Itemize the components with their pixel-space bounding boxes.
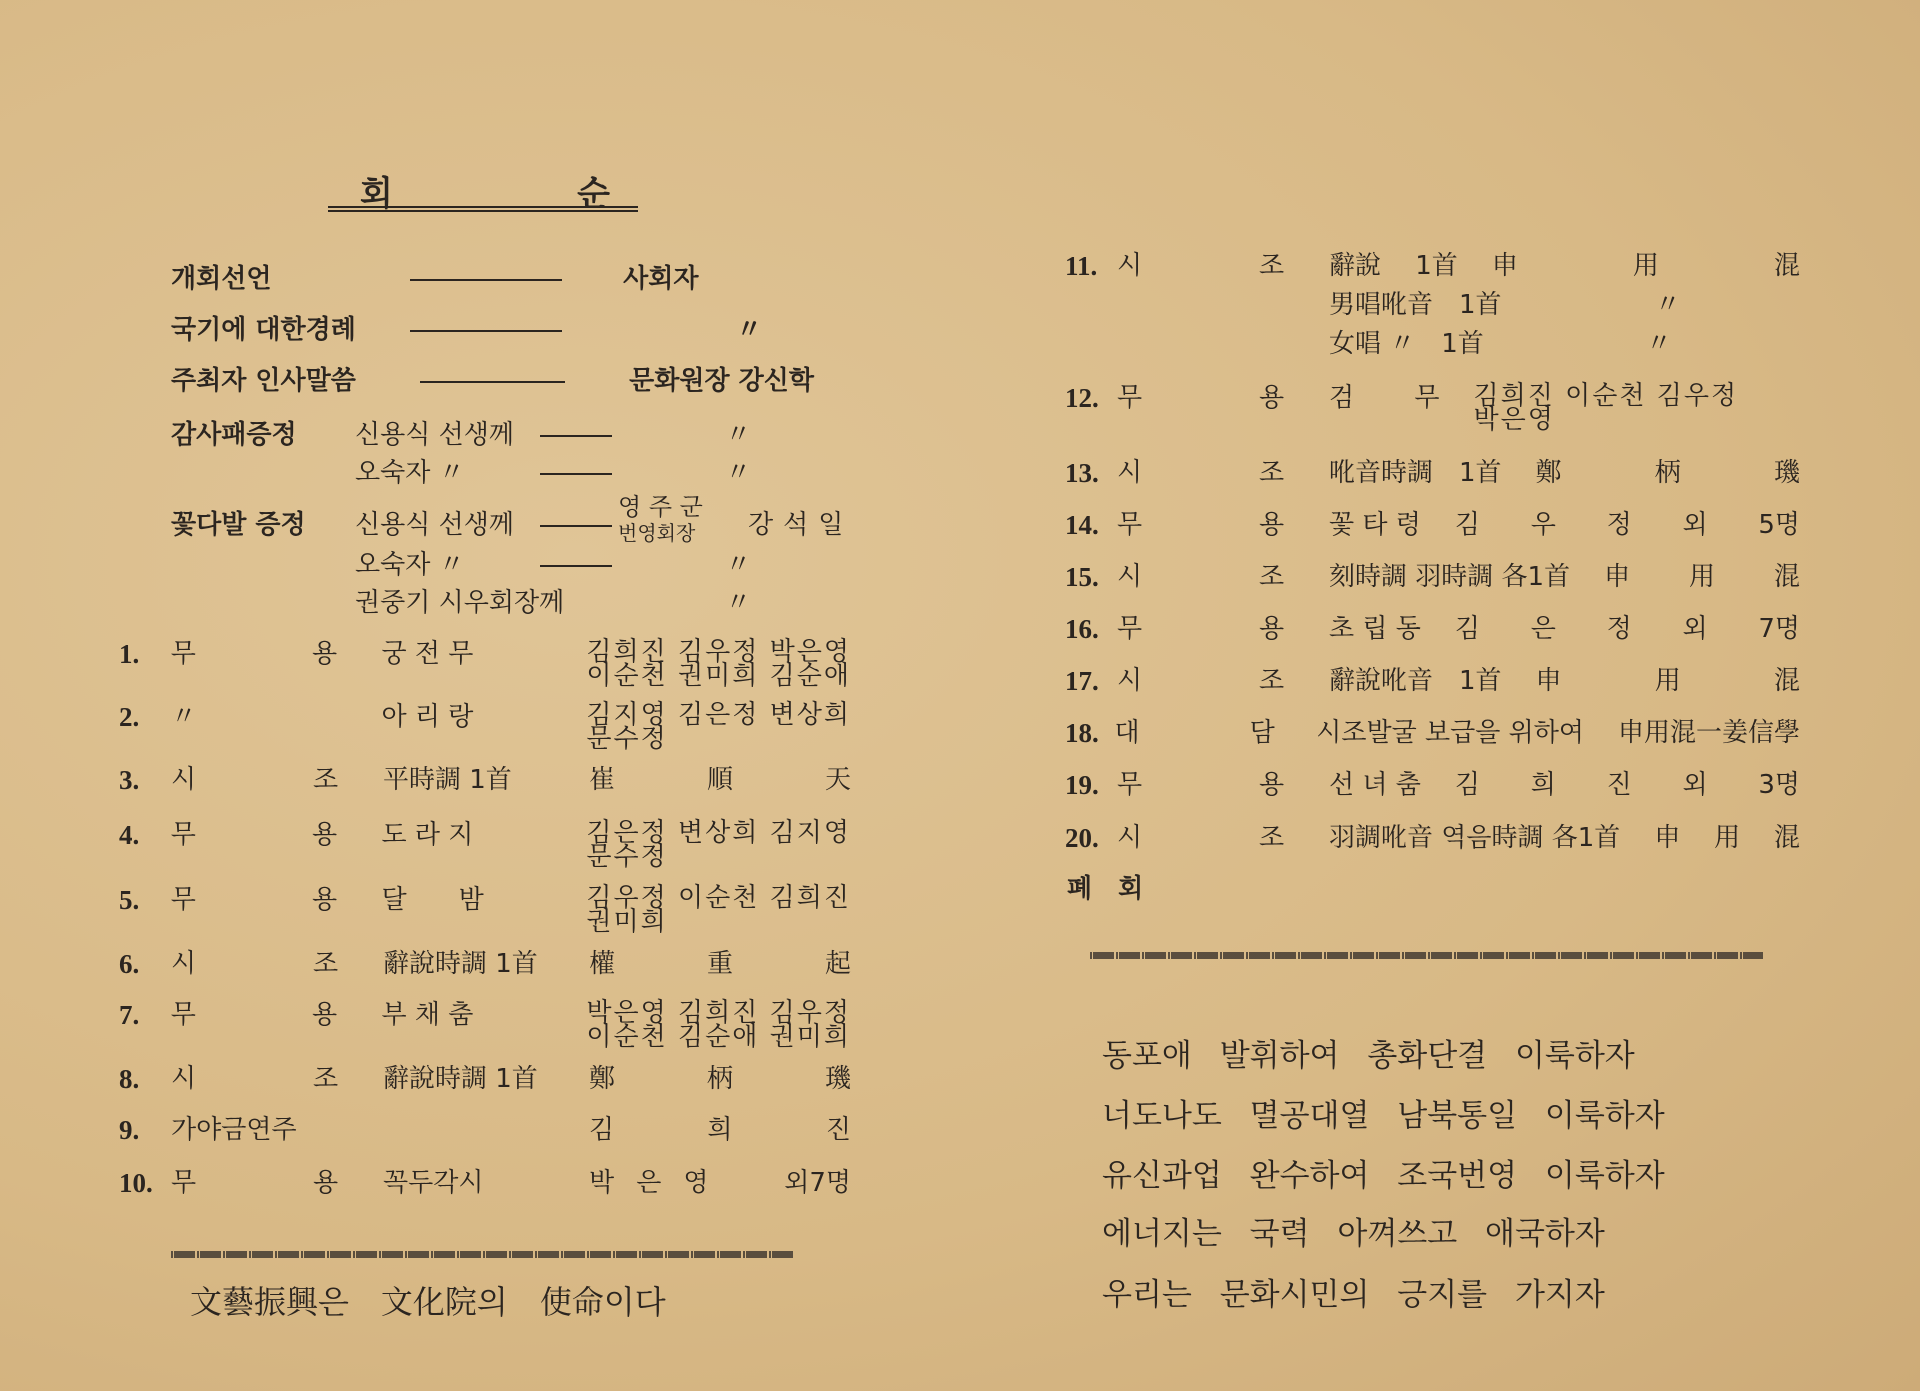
presenter: 〃 xyxy=(725,420,752,450)
item-number: 6. xyxy=(119,949,140,979)
title-char: 순 xyxy=(577,174,610,214)
ceremony-flag xyxy=(171,315,762,345)
presenter-role: 번영회장 xyxy=(618,521,696,545)
recipient: 오숙자 〃 xyxy=(355,458,465,488)
slogan: 우리는 문화시민의 긍지를 가지자 xyxy=(1102,1277,1605,1313)
item-performers xyxy=(1492,252,1800,280)
item-number: 12. xyxy=(1065,383,1099,413)
dash-divider xyxy=(410,279,562,281)
item-type: 시 xyxy=(1117,458,1143,488)
program-item xyxy=(1065,252,1800,280)
item-type-suffix: 용 xyxy=(1259,614,1285,644)
item-title: 辭說時調 1首 xyxy=(383,1064,538,1094)
item-performers xyxy=(589,1116,851,1144)
performer-line: 김 우 정 외 5명 xyxy=(1454,510,1800,540)
item-type-suffix xyxy=(312,703,382,751)
item-title: 부 채 춤 xyxy=(381,1000,474,1030)
item-type-suffix: 담 xyxy=(1249,718,1275,748)
performer-line: 박 은 영 외7명 xyxy=(589,1168,851,1198)
dotted-divider xyxy=(171,1251,793,1258)
performer-line: 문수정 xyxy=(586,842,668,872)
presenter: 〃 xyxy=(725,458,752,488)
dash-divider xyxy=(540,435,612,437)
item-title: 꽃 타 령 xyxy=(1329,510,1421,540)
item-performers xyxy=(1473,381,1801,435)
motto: 文藝振興은 文化院의 使命이다 xyxy=(190,1283,666,1321)
presenter: 〃 xyxy=(725,550,752,580)
item-type-suffix xyxy=(1259,330,1329,358)
item-performers xyxy=(589,1065,851,1093)
performer-line: 〃 xyxy=(1654,290,1681,320)
plaque-line xyxy=(355,420,751,450)
item-type: 〃 xyxy=(170,702,197,732)
item-number xyxy=(1065,291,1117,319)
item-performers xyxy=(1455,511,1800,539)
item-title: 검 무 xyxy=(1329,383,1440,413)
performer-line: 申 用 混 xyxy=(1491,251,1800,281)
item-performers xyxy=(1536,667,1800,695)
performer-line: 김희진 김우정 박은영 xyxy=(586,637,851,667)
item-type-suffix: 용 xyxy=(311,885,338,915)
item-type-suffix: 용 xyxy=(311,1000,338,1030)
title-char: 회 xyxy=(360,174,393,214)
item-title: 辭說吪音 1首 xyxy=(1329,666,1502,696)
item-title: 辭說時調 1首 xyxy=(383,949,538,979)
program-item xyxy=(119,700,851,754)
closing-item: 폐 회 xyxy=(1067,874,1144,904)
item-type-suffix: 조 xyxy=(313,949,339,979)
item-title: 도 라 지 xyxy=(381,820,474,850)
item-type-suffix: 용 xyxy=(313,1168,339,1198)
item-number: 1. xyxy=(119,639,140,669)
item-title: 달 밤 xyxy=(381,885,484,915)
item-performers xyxy=(1536,291,1800,319)
item-number: 16. xyxy=(1065,614,1099,644)
item-performers xyxy=(1604,563,1800,591)
performer-line: 申 用 混 xyxy=(1654,823,1800,853)
program-item xyxy=(1065,719,1800,747)
slogan: 유신과업 완수하여 조국번영 이룩하자 xyxy=(1102,1158,1665,1194)
item-performers xyxy=(1654,824,1800,852)
dash-divider xyxy=(420,381,565,383)
item-title: 아 리 랑 xyxy=(381,702,474,732)
program-item xyxy=(1065,459,1800,487)
performer-line: 문수정 xyxy=(586,724,668,754)
ceremony-presenter: 문화원장 강신학 xyxy=(629,366,814,396)
item-number xyxy=(1065,330,1117,358)
item-type-suffix: 용 xyxy=(1259,770,1285,800)
item-performers xyxy=(1618,719,1800,747)
item-title: 꼭두각시 xyxy=(383,1168,484,1198)
plaque-line xyxy=(355,458,751,488)
ceremony-presenter: 〃 xyxy=(736,315,763,345)
item-number: 14. xyxy=(1065,510,1099,540)
item-performers xyxy=(589,1169,851,1197)
performer-line: 申 用 混 xyxy=(1604,562,1800,592)
program-item xyxy=(119,1116,851,1144)
item-title: 刻時調 羽時調 各1首 xyxy=(1329,562,1571,592)
performer-line: 김지영 김은정 변상희 xyxy=(586,700,851,730)
program-item xyxy=(1065,563,1800,591)
performer-line: 鄭 柄 璣 xyxy=(1535,458,1800,488)
item-number: 8. xyxy=(119,1064,140,1094)
flowers-line xyxy=(355,510,612,540)
slogan: 에너지는 국력 아껴쓰고 애국하자 xyxy=(1102,1216,1605,1252)
ceremony-label: 주최자 인사말씀 xyxy=(171,366,356,396)
item-number: 11. xyxy=(1065,251,1098,281)
dash-divider xyxy=(410,330,562,332)
program-item xyxy=(1065,824,1800,852)
item-type: 무 xyxy=(1117,614,1143,644)
item-type-suffix: 용 xyxy=(311,639,338,669)
item-type-suffix: 조 xyxy=(1259,666,1285,696)
item-type: 시 xyxy=(171,949,197,979)
item-number: 15. xyxy=(1065,562,1099,592)
performer-line: 申用混一姜信學 xyxy=(1617,718,1800,748)
item-title: 吪音時調 1首 xyxy=(1329,458,1502,488)
item-type-suffix: 용 xyxy=(1259,510,1285,540)
item-performers xyxy=(589,950,851,978)
item-number: 10. xyxy=(119,1168,153,1198)
flowers-line xyxy=(355,588,751,618)
item-type: 가야금연주 xyxy=(171,1115,297,1145)
item-number: 9. xyxy=(119,1115,140,1145)
dash-divider xyxy=(540,525,612,527)
performer-line: 崔 順 天 xyxy=(589,765,851,795)
program-item xyxy=(119,1169,851,1197)
program-item xyxy=(119,1065,851,1093)
item-type: 시 xyxy=(171,765,197,795)
item-type-suffix xyxy=(1259,291,1329,319)
ceremony-label: 개회선언 xyxy=(171,264,272,294)
program-item xyxy=(1065,330,1800,358)
item-type xyxy=(1117,330,1259,358)
item-number: 3. xyxy=(119,765,140,795)
item-type: 시 xyxy=(1117,666,1143,696)
item-type-suffix: 조 xyxy=(1259,458,1285,488)
item-title xyxy=(383,1116,589,1144)
program-item xyxy=(119,637,851,691)
slogan: 너도나도 멸공대열 남북통일 이룩하자 xyxy=(1102,1098,1665,1134)
presenter-title xyxy=(618,494,703,546)
performer-line: 김희진 이순천 김우정 xyxy=(1473,381,1739,411)
recipient: 오숙자 〃 xyxy=(355,550,465,580)
program-item xyxy=(119,950,851,978)
program-item xyxy=(119,818,851,872)
item-type: 무 xyxy=(171,1168,197,1198)
item-type-suffix: 용 xyxy=(311,820,338,850)
presenter: 〃 xyxy=(725,588,752,618)
item-title: 男唱吪音 1首 xyxy=(1329,290,1502,320)
item-type: 무 xyxy=(1117,770,1143,800)
item-type-suffix: 용 xyxy=(1259,383,1285,413)
presenter-name: 강석일 xyxy=(748,510,854,540)
item-performers xyxy=(586,998,851,1052)
item-type: 무 xyxy=(170,1000,196,1030)
item-title: 辭說 1首 xyxy=(1329,251,1458,281)
item-title: 선 녀 춤 xyxy=(1329,770,1421,800)
ceremony-opening xyxy=(171,264,853,294)
performer-line: 김 희 진 외 3명 xyxy=(1454,770,1800,800)
item-performers xyxy=(586,700,851,754)
presenter-county: 영 주 군 xyxy=(618,493,703,521)
performer-line: 권미희 xyxy=(586,907,668,937)
performer-line: 김 희 진 xyxy=(589,1115,851,1145)
program-item xyxy=(1065,511,1800,539)
item-title: 羽調吪音 역음時調 各1首 xyxy=(1329,823,1621,853)
program-item xyxy=(1065,381,1800,435)
item-type-suffix: 조 xyxy=(1259,823,1285,853)
dotted-divider xyxy=(1090,952,1763,959)
ceremony-presenter: 사회자 xyxy=(623,264,699,294)
recipient: 신용식 선생께 xyxy=(355,510,514,540)
performer-line: 鄭 柄 璣 xyxy=(589,1064,851,1094)
title-underline xyxy=(328,206,638,212)
item-type: 무 xyxy=(170,820,196,850)
performer-line: 김 은 정 외 7명 xyxy=(1454,614,1800,644)
performer-line: 김우정 이순천 김희진 xyxy=(586,883,851,913)
item-performers xyxy=(586,818,851,872)
item-type: 시 xyxy=(1117,823,1143,853)
item-number: 13. xyxy=(1065,458,1099,488)
item-performers xyxy=(1518,330,1800,358)
item-performers xyxy=(1455,771,1800,799)
item-performers xyxy=(1455,615,1800,643)
item-type: 대 xyxy=(1114,718,1140,748)
recipient: 신용식 선생께 xyxy=(355,420,514,450)
item-type: 시 xyxy=(1117,251,1143,281)
item-number: 5. xyxy=(119,885,140,915)
item-title: 초 립 동 xyxy=(1329,614,1421,644)
program-item xyxy=(1065,771,1800,799)
item-type: 무 xyxy=(1117,510,1143,540)
item-type: 무 xyxy=(170,639,196,669)
item-type-suffix: 조 xyxy=(1259,251,1285,281)
dash-divider xyxy=(540,473,612,475)
program-item xyxy=(1065,667,1800,695)
item-title: 女唱 〃 1首 xyxy=(1329,329,1484,359)
item-number: 19. xyxy=(1065,770,1099,800)
item-title: 시조발굴 보급을 위하여 xyxy=(1316,718,1584,748)
item-number: 20. xyxy=(1065,823,1099,853)
performer-line: 이순천 김순애 권미희 xyxy=(586,1022,851,1052)
item-type xyxy=(1117,291,1259,319)
item-performers xyxy=(586,637,851,691)
performer-line: 박은영 김희진 김우정 xyxy=(586,998,851,1028)
item-type-suffix: 조 xyxy=(1259,562,1285,592)
performer-line: 김은정 변상희 김지영 xyxy=(586,818,851,848)
item-type-suffix: 조 xyxy=(313,765,339,795)
program-item xyxy=(1065,615,1800,643)
item-title: 平時調 1首 xyxy=(383,765,512,795)
item-number: 7. xyxy=(119,1000,140,1030)
item-number: 4. xyxy=(119,820,140,850)
program-item xyxy=(119,883,851,937)
program-item xyxy=(119,766,851,794)
slogan: 동포애 발휘하여 총화단결 이룩하자 xyxy=(1102,1038,1635,1074)
item-number: 2. xyxy=(119,702,140,732)
ceremony-label: 감사패증정 xyxy=(171,420,297,450)
item-number: 18. xyxy=(1065,718,1099,748)
recipient: 권중기 시우회장께 xyxy=(355,588,565,618)
performer-line: 이순천 권미희 김순애 xyxy=(586,661,851,691)
item-type: 시 xyxy=(171,1064,197,1094)
item-number: 17. xyxy=(1065,666,1099,696)
performer-line: 申 用 混 xyxy=(1535,666,1800,696)
program-item xyxy=(119,998,851,1052)
flowers-line xyxy=(355,550,751,580)
performer-line: 〃 xyxy=(1645,329,1672,359)
item-title: 궁 전 무 xyxy=(381,639,474,669)
item-type: 시 xyxy=(1117,562,1143,592)
item-performers xyxy=(586,883,851,937)
item-type-suffix: 조 xyxy=(313,1064,339,1094)
ceremony-label: 국기에 대한경례 xyxy=(171,315,356,345)
program-item xyxy=(1065,291,1800,319)
performer-line: 박은영 xyxy=(1473,405,1555,435)
ceremony-label: 꽃다발 증정 xyxy=(171,510,306,540)
ceremony-greeting xyxy=(171,366,814,396)
dash-divider xyxy=(540,565,612,567)
item-type: 무 xyxy=(1117,383,1143,413)
item-type: 무 xyxy=(170,885,196,915)
item-performers xyxy=(589,766,851,794)
item-performers xyxy=(1536,459,1800,487)
performer-line: 權 重 起 xyxy=(589,949,851,979)
